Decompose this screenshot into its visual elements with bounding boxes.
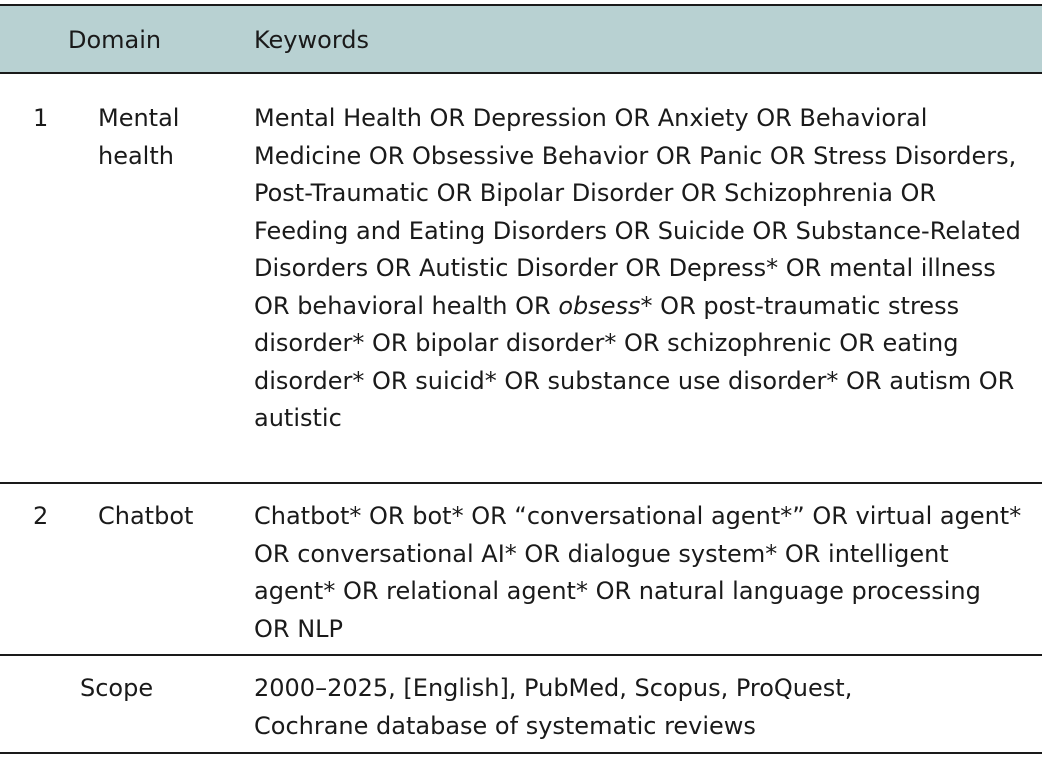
row-domain-line: health <box>98 141 174 170</box>
row-keywords: Chatbot* OR bot* OR “conversational agent*” OR virtual agent* OR conversational AI* OR dialogue system* OR intelligent agent* OR relational agent* OR natural language processing OR NLP <box>254 502 1022 643</box>
row-domain: Chatbot <box>98 502 194 530</box>
row-domain: Scope <box>80 674 154 702</box>
table-header <box>0 4 1042 74</box>
keywords-text: Mental Health OR Depression OR Anxiety OR Behavioral Medicine OR Obsessive Behavior OR Panic OR Stress Disorders, Post-Traumatic OR Bipolar Disorder OR Schizophrenia OR Feeding and Eating Disorders OR Suicide OR Substance-Related Disorders OR Autistic Disorder OR Depress* OR mental illness OR behavioral health OR <box>254 104 1021 320</box>
row-keywords <box>254 100 1024 438</box>
row-number: 1 <box>33 104 49 132</box>
row-keywords <box>254 670 1024 745</box>
table-row <box>0 656 1042 754</box>
keywords-line: 2000–2025, [English], PubMed, Scopus, ProQuest, <box>254 674 853 702</box>
table-row <box>0 484 1042 656</box>
header-domain: Domain <box>68 26 162 54</box>
keywords-text: * OR post-traumatic stress disorder* OR bipolar disorder* OR schizophrenic OR eating disorder* OR suicid* OR substance use disorder* OR autism OR autistic <box>254 291 1015 432</box>
keywords-line: Cochrane database of systematic reviews <box>254 711 756 740</box>
row-domain <box>98 100 238 175</box>
keywords-italic-text: obsess <box>558 291 641 320</box>
table-row <box>0 74 1042 484</box>
row-number: 2 <box>33 502 49 530</box>
header-keywords: Keywords <box>254 26 370 54</box>
row-domain-line: Mental <box>98 104 180 132</box>
